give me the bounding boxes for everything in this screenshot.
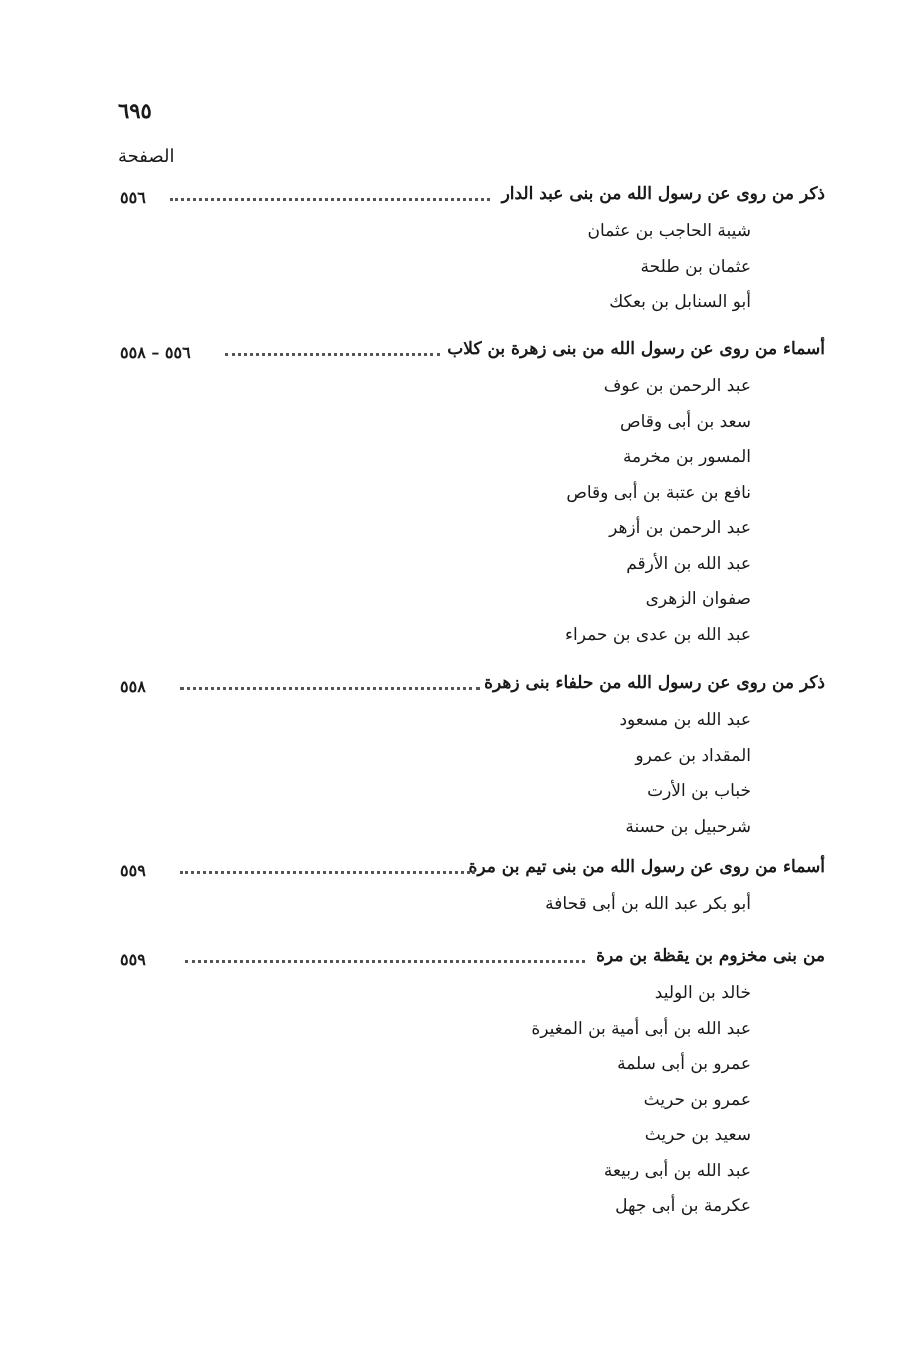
list-item: عمرو بن أبى سلمة (617, 1054, 751, 1074)
list-item: سعيد بن حريث (644, 1125, 751, 1145)
page-reference: ٥٥٨ (120, 677, 146, 696)
list-item: عكرمة بن أبى جهل (615, 1196, 751, 1216)
toc-section (0, 339, 923, 653)
entry-list (0, 887, 923, 923)
list-item: عبد الله بن الأرقم (626, 553, 751, 574)
list-item: عبد الله بن مسعود (619, 710, 751, 730)
list-item: شيبة الحاجب بن عثمان (587, 221, 751, 241)
list-item: صفوان الزهرى (645, 589, 751, 609)
list-item: أبو بكر عبد الله بن أبى قحافة (545, 894, 751, 914)
section-heading: من بنى مخزوم بن يقظة بن مرة (596, 946, 825, 966)
page-reference: ٥٥٦ (120, 188, 146, 207)
list-item: عثمان بن طلحة (640, 256, 751, 277)
dot-leader (225, 353, 440, 356)
section-heading: ذكر من روى عن رسول الله من حلفاء بنى زهرة (484, 673, 825, 693)
toc-section (0, 673, 923, 845)
entry-list (0, 214, 923, 321)
list-item: أبو السنابل بن بعكك (609, 292, 751, 312)
list-item: عبد الله بن أبى أمية بن المغيرة (531, 1018, 751, 1039)
list-item: نافع بن عتبة بن أبى وقاص (566, 482, 751, 503)
list-item: عبد الله بن أبى ربيعة (603, 1160, 751, 1181)
list-item: المسور بن مخرمة (622, 447, 751, 467)
list-item: عمرو بن حريث (643, 1089, 751, 1110)
list-item: عبد الرحمن بن أزهر (609, 518, 751, 538)
page-number: ٦٩٥ (118, 98, 152, 123)
list-item: عبد الرحمن بن عوف (603, 376, 751, 396)
dot-leader (170, 198, 490, 201)
entry-list (0, 369, 923, 653)
toc-section (0, 857, 923, 923)
section-heading: أسماء من روى عن رسول الله من بنى زهرة بن كلاب (447, 339, 825, 359)
dot-leader (180, 687, 480, 690)
page-reference: ٥٥٦ – ٥٥٨ (120, 343, 191, 362)
dot-leader (180, 871, 475, 874)
list-item: عبد الله بن عدى بن حمراء (564, 624, 751, 645)
entry-list (0, 976, 923, 1225)
list-item: خباب بن الأرت (647, 781, 751, 801)
toc-section (0, 184, 923, 321)
list-item: شرحبيل بن حسنة (625, 816, 751, 837)
page-reference: ٥٥٩ (120, 861, 146, 880)
page-column-label: الصفحة (118, 146, 175, 167)
list-item: سعد بن أبى وقاص (620, 411, 751, 432)
list-item: خالد بن الوليد (654, 983, 751, 1003)
section-heading: أسماء من روى عن رسول الله من بنى تيم بن مرة (468, 857, 825, 877)
section-heading: ذكر من روى عن رسول الله من بنى عبد الدار (501, 184, 825, 204)
toc-section (0, 946, 923, 1225)
page-reference: ٥٥٩ (120, 950, 146, 969)
dot-leader (185, 960, 585, 963)
list-item: المقداد بن عمرو (635, 745, 751, 766)
entry-list (0, 703, 923, 845)
